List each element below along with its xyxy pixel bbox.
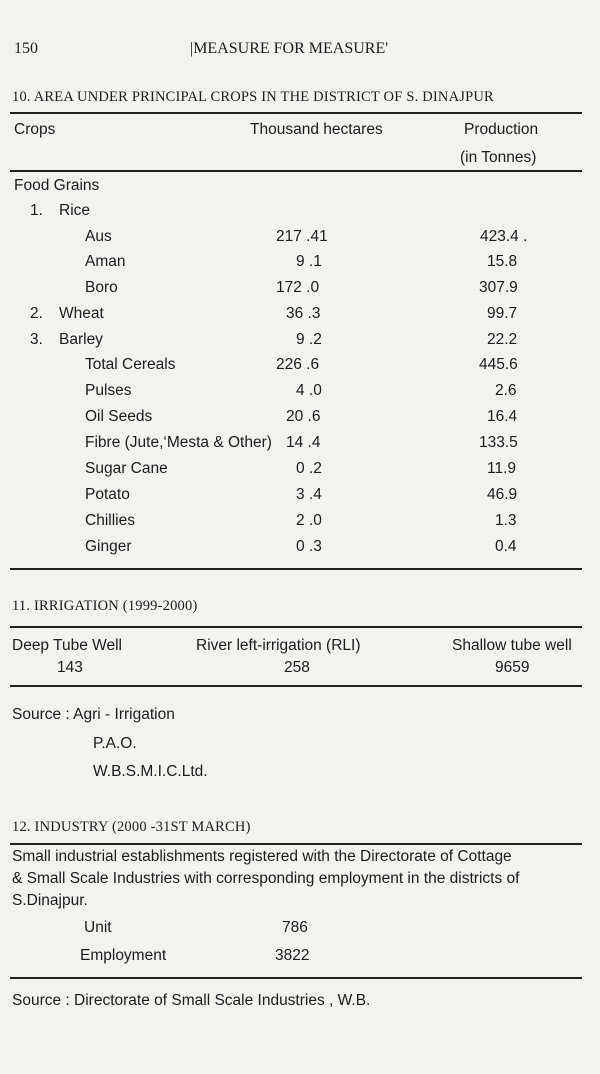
crop-name: Ginger	[85, 538, 132, 555]
industry-paragraph-line: S.Dinajpur.	[12, 892, 88, 909]
industry-value-employment: 3822	[275, 947, 310, 964]
industry-label-employment: Employment	[80, 947, 167, 964]
area-value: 0 .3	[296, 538, 322, 555]
crop-name: Barley	[59, 331, 103, 348]
column-header-area: Thousand hectares	[250, 121, 383, 138]
column-header-crops: Crops	[14, 121, 56, 138]
irrigation-source-line: W.B.S.M.I.C.Ltd.	[93, 763, 208, 780]
area-value: 2 .0	[296, 512, 322, 529]
production-value: 15.8	[487, 253, 518, 270]
production-value: 2.6	[495, 382, 517, 399]
production-value: 99.7	[487, 305, 518, 322]
industry-paragraph-line: Small industrial establishments registered with the Directorate of Cottage	[12, 848, 512, 865]
irrigation-label-shallow-tube-well: Shallow tube well	[452, 637, 572, 654]
row-num: 1.	[30, 202, 43, 219]
irrigation-source-line: P.A.O.	[93, 735, 137, 752]
running-title	[190, 40, 388, 58]
irrigation-value-shallow-tube-well: 9659	[495, 659, 530, 676]
crop-name: Fibre (Jute,‘Mesta & Other)	[85, 434, 272, 451]
page-number: 150	[14, 40, 38, 57]
area-value: 226 .6	[276, 356, 320, 373]
industry-bottom-rule	[10, 977, 582, 979]
area-value: 14 .4	[286, 434, 321, 451]
section-12-title: 12. INDUSTRY (2000 -31ST MARCH)	[12, 819, 251, 835]
crop-name: Boro	[85, 279, 118, 296]
section-11-title: 11. IRRIGATION (1999-2000)	[12, 598, 198, 614]
area-value: 20 .6	[286, 408, 321, 425]
area-value: 0 .2	[296, 460, 322, 477]
industry-label-unit: Unit	[84, 919, 112, 936]
row-num: 3.	[30, 331, 43, 348]
production-value: 445.6	[479, 356, 518, 373]
area-value: 217 .41	[276, 228, 328, 245]
irrigation-label-deep-tube-well: Deep Tube Well	[12, 637, 122, 654]
production-value: 1.3	[495, 512, 517, 529]
production-value: 307.9	[479, 279, 518, 296]
crop-name: Oil Seeds	[85, 408, 153, 425]
section-10-title: 10. AREA UNDER PRINCIPAL CROPS IN THE DISTRICT OF S. DINAJPUR	[12, 89, 494, 105]
column-header-production-unit: (in Tonnes)	[460, 149, 537, 166]
crop-name: Aman	[85, 253, 126, 270]
production-value: 423.4 .	[480, 228, 528, 245]
production-value: 0.4	[495, 538, 517, 555]
title-bar-mark: |	[190, 40, 194, 57]
crop-name: Sugar Cane	[85, 460, 168, 477]
industry-value-unit: 786	[282, 919, 308, 936]
crop-name: Total Cereals	[85, 356, 176, 373]
column-header-production: Production	[464, 121, 539, 138]
running-title-text: MEASURE FOR MEASURE'	[193, 40, 389, 57]
production-value: 11.9	[487, 460, 517, 477]
table-header-rule	[10, 170, 582, 172]
irrigation-source-label: Source : Agri - Irrigation	[12, 706, 175, 723]
irrigation-bottom-rule	[10, 685, 582, 687]
group-label-food-grains: Food Grains	[14, 177, 100, 194]
area-value: 4 .0	[296, 382, 322, 399]
area-value: 9 .1	[296, 253, 322, 270]
production-value: 133.5	[479, 434, 518, 451]
production-value: 16.4	[487, 408, 518, 425]
crop-name: Wheat	[59, 305, 104, 322]
production-value: 46.9	[487, 486, 518, 503]
row-num: 2.	[30, 305, 43, 322]
irrigation-top-rule	[10, 626, 582, 628]
irrigation-value-rli: 258	[284, 659, 310, 676]
area-value: 36 .3	[286, 305, 321, 322]
area-value: 172 .0	[276, 279, 320, 296]
crop-name: Rice	[59, 202, 91, 219]
industry-paragraph-line: & Small Scale Industries with corresponding employment in the districts of	[12, 870, 520, 887]
crop-name: Aus	[85, 228, 112, 245]
table-top-rule	[10, 112, 582, 114]
crop-name: Pulses	[85, 382, 132, 399]
production-value: 22.2	[487, 331, 518, 348]
industry-source: Source : Directorate of Small Scale Industries , W.B.	[12, 992, 371, 1009]
irrigation-value-deep-tube-well: 143	[57, 659, 83, 676]
area-value: 3 .4	[296, 486, 322, 503]
crop-name: Potato	[85, 486, 130, 503]
table-bottom-rule	[10, 568, 582, 570]
area-value: 9 .2	[296, 331, 322, 348]
irrigation-label-rli: River left-irrigation (RLI)	[196, 637, 361, 654]
industry-top-rule	[10, 843, 582, 845]
crop-name: Chillies	[85, 512, 135, 529]
